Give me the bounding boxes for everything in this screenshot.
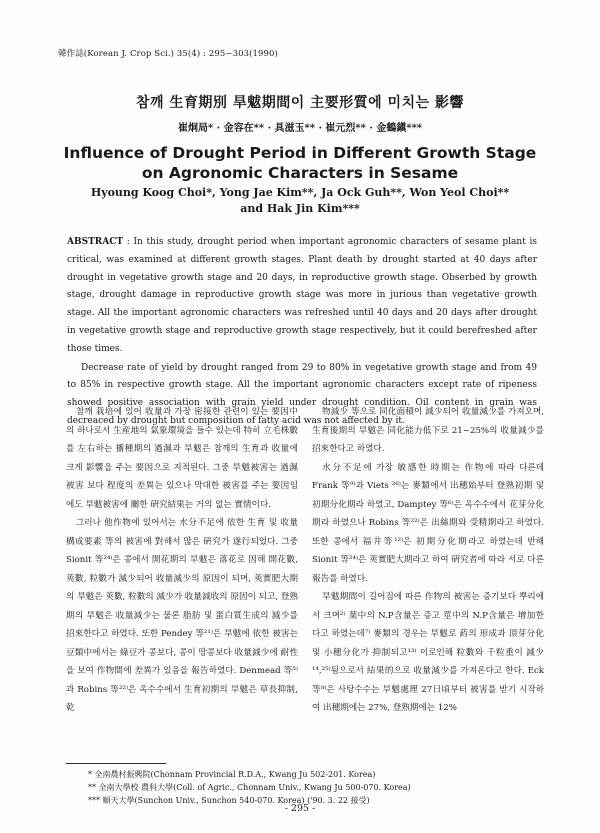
english-title-line-2: on Agronomic Characters in Sesame <box>141 164 459 182</box>
english-authors-line-2: and Hak Jin Kim*** <box>240 202 360 215</box>
english-title-line-1: Influence of Drought Period in Different Growth Stage <box>63 144 537 162</box>
abstract-paragraph-1 <box>67 234 537 359</box>
body-paragraph: 그러나 他作物에 있어서는 水分不足에 依한 生育 및 收量構成要素 等의 被害에 對해서 많은 硏究가 遂行되었다. 그중 Sionit 等²⁴⁾은 콩에서 開花期의 旱魃은 落花로 因해 開花數, 莢數, 粒數가 減少되어 收量減少의 原因이 되며, 莢實肥大期의 旱魃은 莢數, 粒數의 減少가 收量減收의 原因이 되고, 登熟期의 旱魃은 收量減少는 물론 脂肪 및 蛋白質生成의 減少를 招來한다고 하였다. 또한 Pendey 等²¹⁾은 旱魃에 依한 被害는 豆類中에서는 綠豆가 콩보다, 콩이 땅콩보다 收量減少에 耐性을 보여 作物間에 差異가 있음을 報告하였다. Denmead 等⁵⁾과 Robins 等²²⁾은 옥수수에서 生育初期의 旱魃은 草長抑制, 乾 <box>66 518 298 713</box>
english-authors <box>0 185 600 217</box>
body-paragraph: 참깨 栽培에 있어 收量과 가장 密接한 관련이 있는 要因中의 하나로서 生産地의 氣象環境을 들수 있는데 特히 立毛株數를 左右하는 播種期의 過濕과 旱魃은 참깨의 生育과 收量에 크게 影響을 주는 要因으로 지적된다. 그중 旱魃被害는 過濕被害 보다 程度의 差異는 있으나 막대한 被害를 주는 要因임에도 旱魃被害에 關한 硏究結果는 거의 없는 實情이다. <box>66 407 298 510</box>
english-authors-line-1: Hyoung Koog Choi*, Yong Jae Kim**, Ja Ock Guh**, Won Yeol Choi** <box>90 186 510 199</box>
body-paragraph: 旱魃期間이 길어짐에 따른 作物의 被害는 증기보다 뿌리에서 크며²⁾ 葉中의 N.P含量은 증고 莖中의 N.P含量은 增加한다고 하였는데⁷⁾ 麥類의 경우는 旱魃로 葯의 形成과 頂芽分化 및 小穗分化가 抑制되고¹³⁾ 이로인해 粒數와 千粒重이 減少 ¹⁴,²⁵⁾됨으로서 結果的으로 收量減少를 가져온다고 한다. Eck 等⁸⁾은 사탕수수는 旱魃處理 27日頃부터 被害를 받기 시작하여 出穗期에는 27%, 登熟期에는 12% <box>312 592 544 713</box>
footnote-2: ** 全南大學校 農科大學(Coll. of Agric., Chonnam Univ., Kwang Ju 500-070. Korea) <box>88 783 411 792</box>
footnote-divider <box>66 763 166 764</box>
body-column-right <box>312 403 544 718</box>
journal-reference: 韓作誌(Korean J. Crop Sci.) 35(4) : 295~303(1990) <box>58 49 278 59</box>
english-title <box>0 143 600 183</box>
abstract-label: ABSTRACT <box>67 237 124 247</box>
korean-authors: 崔炯局* · 金容在** · 具滋玉** · 崔元烈** · 金鶴鎭*** <box>177 123 423 134</box>
footnotes <box>88 768 411 807</box>
body-paragraph: 水分不足에 가장 敏感한 時期는 作物에 따라 다른데 Frank 等⁹⁾과 Viets ²⁶⁾는 麥類에서 出穗始부터 登熟初期 및 初期分化期라 하였고, Damptey 等⁶⁾은 옥수수에서 花芽分化期라 하였으나 Robins 等²²⁾은 出絲期와 受精期라고 하였다. 또한 콩에서 福井等¹²⁾은 初期分化期라고 하였는데 반해 Sionit 等²⁴⁾은 莢實肥大期라고 하여 硏究者에 따라 서로 다른 報告를 하였다. <box>312 462 544 584</box>
korean-title: 참깨 生育期別 旱魃期間이 主要形質에 미치는 影響 <box>135 95 465 111</box>
abstract-paragraph-2: Decrease rate of yield by drought ranged from 29 to 80% in vegetative growth stage and from 49 to 85% in respective growth stage. All the important agronomic characters except rate of ripeness showed positive association with grain yield under drought condition. Oil content in grain was decreaced by drought but composition of fatty acid was not affected by it. <box>67 362 537 426</box>
footnote-3: *** 順天大學(Sunchon Univ., Sunchon 540-070. Korea) ('90. 3. 22 接受) <box>88 796 370 805</box>
page-number: - 295 - <box>284 803 316 814</box>
footnote-1: * 全南農村振興院(Chonnam Provincial R.D.A., Kwang Ju 502-201. Korea) <box>88 770 376 779</box>
body-paragraph: 物減少 等으로 同化面積이 減少되어 收量減少를 가져오며, 生育後期의 旱魃은 同化能力低下로 21~25%의 收量減少를 招來한다고 하였다. <box>312 407 544 454</box>
abstract <box>67 234 537 431</box>
body-column-left <box>66 403 298 718</box>
abstract-text-1: : In this study, drought period when important agronomic characters of sesame plant is critical, was examined at different growth stages. Plant death by drought started at 40 days after drought in vegetative growth stage and 20 days, in reproductive growth stage. Obserbed by growth stage, drought damage in reproductive growth stage was more in jurious than vegetative growth stage. All the important agronomic characters was refreshed until 40 days and 20 days after drought in vegetative growth stage and reproductive growth stage respectively, but it could berefreshed after those times. <box>67 237 537 354</box>
